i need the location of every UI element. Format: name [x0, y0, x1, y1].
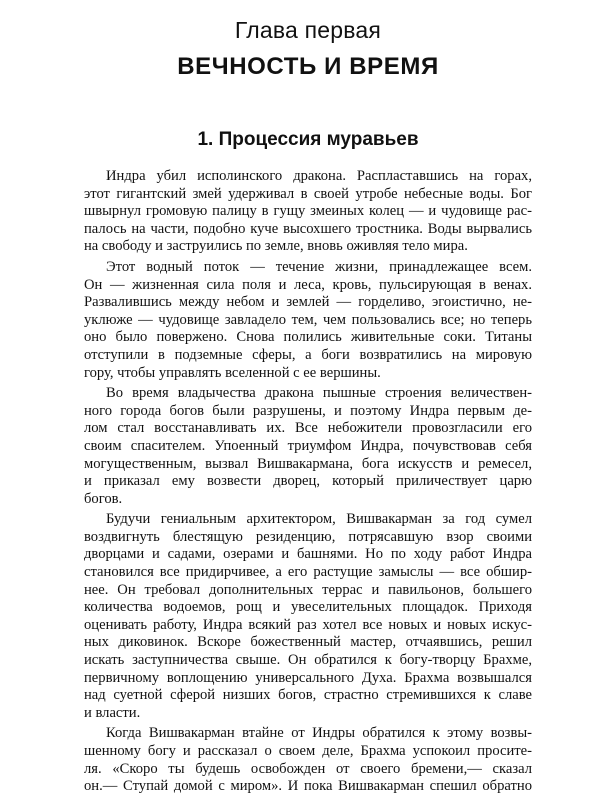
- paragraph-line: палось на части, подобно куче высохшего тростника. Воды вырвались: [84, 220, 532, 237]
- paragraph: [84, 385, 532, 508]
- paragraph-line: нее. Он требовал дополнительных террас и павильонов, большего: [84, 581, 532, 598]
- paragraph-line: он.— Ступай домой с миром». И пока Вишвакарман спешил обратно: [84, 778, 532, 795]
- paragraph: [84, 725, 532, 795]
- paragraph-line: искать заступничества свыше. Он обратился к богу-творцу Брахме,: [84, 652, 532, 669]
- paragraph-line: ных диковинок. Вскоре божественный мастер, отчаявшись, решил: [84, 634, 532, 651]
- paragraph-line: своим спасителем. Упоенный триумфом Индра, почувствовав себя: [84, 437, 532, 454]
- paragraph-line: богов.: [84, 490, 123, 507]
- section-title: 1. Процессия муравьев: [197, 129, 419, 150]
- paragraph-line: Он — жизненная сила поля и леса, кровь, пульсирующая в венах.: [84, 276, 532, 293]
- chapter-label: Глава первая: [234, 17, 382, 43]
- paragraph-line: Во время владычества дракона пышные строения величествен-: [106, 385, 532, 402]
- paragraph-line: и власти.: [84, 704, 141, 721]
- paragraph-line: Индра убил исполинского дракона. Распластавшись на горах,: [106, 168, 532, 184]
- paragraph-line: шенному богу и рассказал о своем деле, Брахма успокоил просите-: [84, 743, 532, 759]
- paragraph-line: швырнул громовую палицу в гущу змеиных колец — и чудовище рас-: [84, 203, 532, 220]
- paragraph-line: Развалившись между небом и землей — горделиво, эгоистично, не-: [84, 294, 532, 311]
- paragraph: [84, 511, 532, 722]
- paragraph-line: над суетной сферой низших богов, страстно стремившихся к славе: [84, 687, 532, 704]
- paragraph-line: оно было повержено. Снова полились живительные соки. Титаны: [84, 329, 532, 346]
- paragraph-line: Когда Вишвакарман втайне от Индры обратился к этому возвы-: [106, 725, 532, 742]
- paragraph: [84, 168, 532, 256]
- paragraph-line: лом стал восстанавливать их. Все небожители провозгласили его: [84, 420, 532, 437]
- paragraph-line: уклюже — чудовище завладело тем, чем пользовались все; но теперь: [84, 311, 532, 328]
- paragraph-line: Будучи гениальным архитектором, Вишвакарман за год сумел: [106, 511, 532, 528]
- paragraph-line: могущественным, вызвал Вишвакармана, бога искусств и ремесел,: [84, 455, 532, 472]
- paragraph-line: на свободу и заструились по земле, вновь оживляя тело мира.: [84, 238, 468, 255]
- paragraph-line: становился все придирчивее, а его растущие замыслы — все обшир-: [84, 564, 532, 581]
- paragraph-line: дворцами и садами, озерами и башнями. Но по ходу работ Индра: [84, 546, 532, 563]
- body-text: [84, 168, 532, 796]
- paragraph-line: Этот водный поток — течение жизни, принадлежащее всем.: [106, 258, 532, 275]
- paragraph-line: первичному воплощению универсального Духа. Брахма возвышался: [84, 669, 532, 686]
- paragraph-line: ного города богов были разрушены, и поэтому Индра первым де-: [84, 402, 532, 419]
- paragraph-line: воздвигнуть блестящую резиденцию, потрясавшую взор своими: [84, 528, 532, 545]
- paragraph-line: этот гигантский змей удерживал в своей утробе небесные воды. Бог: [84, 185, 532, 202]
- paragraph-line: ля. «Скоро ты будешь освобожден от своего бремени,— сказал: [84, 760, 532, 777]
- paragraph-line: и приказал ему возвести дворец, который приличествует царю: [84, 473, 532, 490]
- paragraph-line: гору, чтобы управлять вселенной с ее вершины.: [84, 364, 381, 381]
- chapter-title: ВЕЧНОСТЬ И ВРЕМЯ: [177, 53, 439, 80]
- paragraph-line: оценивать работу, Индра всякий раз хотел все новых и новых искус-: [84, 616, 532, 633]
- paragraph-line: количества водоемов, рощ и увеселительных площадок. Приходя: [84, 599, 532, 616]
- paragraph: [84, 259, 532, 382]
- paragraph-line: отступили в подземные сферы, а боги возвратились на мировую: [84, 346, 532, 363]
